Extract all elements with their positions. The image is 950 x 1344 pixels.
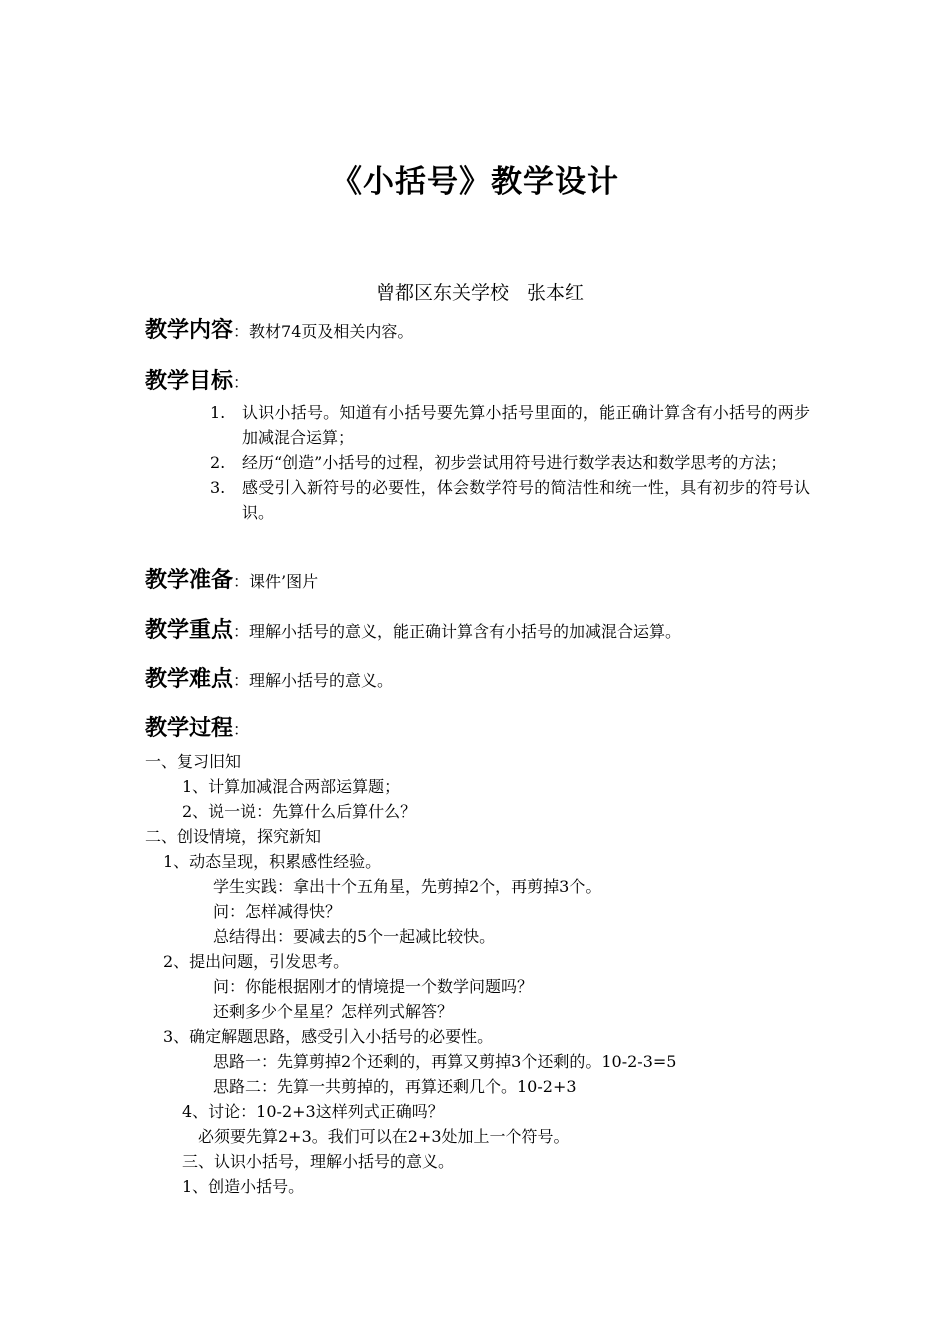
goal-text: 认识小括号。知道有小括号要先算小括号里面的，能正确计算含有小括号的两步加减混合运算； xyxy=(242,403,810,447)
teaching-prep-label: 教学准备 xyxy=(145,568,234,593)
author-line: 曾都区东关学校 张本红 xyxy=(375,282,585,304)
process-line: 问：怎样减得快？ xyxy=(213,902,342,921)
teaching-content xyxy=(145,313,413,344)
process-line: 4、讨论：10-2+3这样列式正确吗？ xyxy=(182,1102,444,1121)
goal-number: 1. xyxy=(210,403,226,422)
teaching-content-text: 教材74页及相关内容。 xyxy=(249,322,414,341)
process-line: 学生实践：拿出十个五角星，先剪掉2个，再剪掉3个。 xyxy=(213,877,602,896)
teaching-key-point-label: 教学重点 xyxy=(145,618,234,643)
process-line: 思路二：先算一共剪掉的，再算还剩几个。10-2+3 xyxy=(213,1077,577,1096)
process-line: 必须要先算2+3。我们可以在2+3处加上一个符号。 xyxy=(198,1127,570,1146)
teaching-difficulty-sep: ： xyxy=(233,671,250,690)
goal-number: 2. xyxy=(210,453,226,472)
teaching-prep-sep: ： xyxy=(233,572,250,591)
teaching-goals-label: 教学目标 xyxy=(145,369,234,394)
teaching-key-point xyxy=(145,613,681,644)
goal-text: 经历“创造”小括号的过程，初步尝试用符号进行数学表达和数学思考的方法； xyxy=(242,453,787,472)
teaching-content-label: 教学内容 xyxy=(145,318,234,343)
process-line: 1、动态呈现，积累感性经验。 xyxy=(163,852,382,871)
document-title: 《小括号》教学设计 xyxy=(331,164,619,200)
goal-text: 感受引入新符号的必要性，体会数学符号的简洁性和统一性，具有初步的符号认识。 xyxy=(242,478,810,522)
teaching-content-sep: ： xyxy=(233,322,250,341)
teaching-goals-list xyxy=(210,400,810,525)
teaching-difficulty-text: 理解小括号的意义。 xyxy=(249,671,394,690)
process-line: 问：你能根据刚才的情境提一个数学问题吗？ xyxy=(213,977,534,996)
teaching-goals-sep: ： xyxy=(233,373,250,392)
process-line: 1、计算加减混合两部运算题； xyxy=(182,777,401,796)
process-line: 二、创设情境，探究新知 xyxy=(145,827,322,846)
process-line: 思路一：先算剪掉2个还剩的，再算又剪掉3个还剩的。10-2-3=5 xyxy=(213,1052,677,1071)
goal-item xyxy=(210,400,810,450)
process-line: 2、说一说：先算什么后算什么？ xyxy=(182,802,417,821)
teaching-process-label: 教学过程 xyxy=(145,716,234,741)
goal-number: 3. xyxy=(210,478,226,497)
goal-item xyxy=(210,450,810,475)
process-line: 3、确定解题思路，感受引入小括号的必要性。 xyxy=(163,1027,494,1046)
teaching-prep-text: 课件’图片 xyxy=(249,572,319,591)
goal-item xyxy=(210,475,810,525)
process-line: 三、认识小括号，理解小括号的意义。 xyxy=(182,1152,455,1171)
teaching-difficulty xyxy=(145,662,393,693)
teaching-difficulty-label: 教学难点 xyxy=(145,667,234,692)
teaching-goals-heading xyxy=(145,364,249,395)
teaching-key-point-sep: ： xyxy=(233,622,250,641)
teaching-process-sep: ： xyxy=(233,720,250,739)
process-line: 2、提出问题，引发思考。 xyxy=(163,952,350,971)
process-line: 一、复习旧知 xyxy=(145,752,242,771)
teaching-process-heading xyxy=(145,711,249,742)
teaching-key-point-text: 理解小括号的意义，能正确计算含有小括号的加减混合运算。 xyxy=(249,622,682,641)
process-line: 总结得出：要减去的5个一起减比较快。 xyxy=(213,927,496,946)
process-line: 1、创造小括号。 xyxy=(182,1177,305,1196)
teaching-prep xyxy=(145,563,318,594)
process-line: 还剩多少个星星？怎样列式解答？ xyxy=(213,1002,454,1021)
